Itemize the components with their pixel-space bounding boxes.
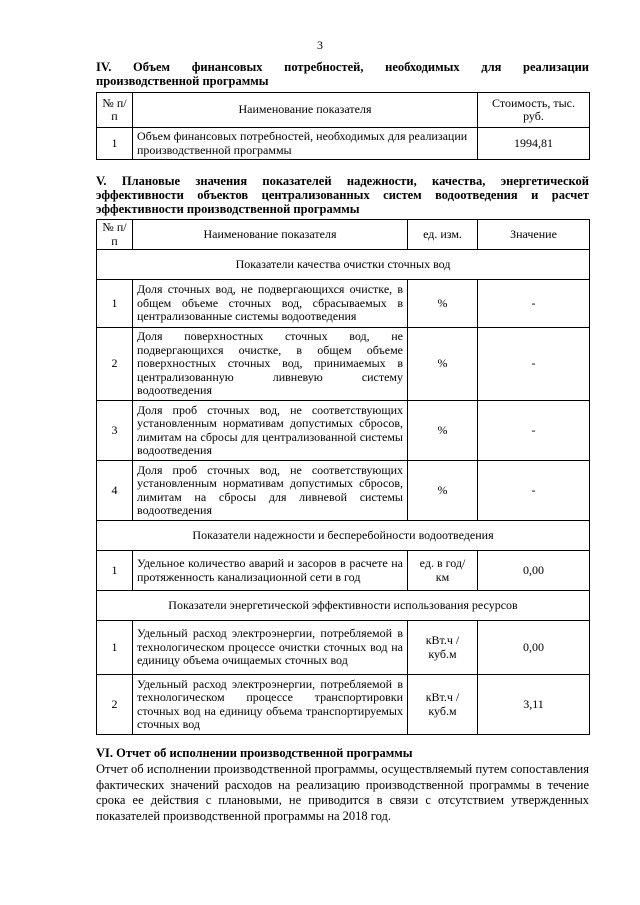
group-row-energy	[97, 591, 590, 621]
page-number: 3	[317, 38, 323, 52]
row-num: 3	[97, 401, 133, 461]
row-num: 1	[97, 128, 133, 160]
row-name: Доля поверхностных сточных вод, не подвергающихся очистке, в общем объеме поверхностных сточных вод, принимаемых в централизованную ливневую систему водоотведения	[133, 328, 408, 401]
row-value: -	[478, 401, 590, 461]
financial-needs-table	[96, 92, 590, 160]
row-unit: %	[408, 401, 478, 461]
table-row	[97, 675, 590, 735]
group-title: Показатели энергетической эффективности использования ресурсов	[97, 591, 590, 621]
header-value: Значение	[478, 220, 590, 250]
section5-title	[96, 174, 589, 216]
table-row	[97, 328, 590, 401]
table-row	[97, 128, 590, 160]
row-unit: %	[408, 280, 478, 328]
row-value: 0,00	[478, 621, 590, 675]
table-header-row	[97, 220, 590, 250]
row-num: 2	[97, 328, 133, 401]
section4-title	[96, 60, 589, 88]
group-title: Показатели качества очистки сточных вод	[97, 250, 590, 280]
section5-title-line3: эффективности производственной программы	[96, 202, 360, 216]
row-name: Удельный расход электроэнергии, потребляемой в технологическом процессе транспортировки сточных вод на единицу объема транспортируемых сточных вод	[133, 675, 408, 735]
header-num: № п/п	[97, 93, 133, 128]
row-unit: ед. в год/ км	[408, 551, 478, 591]
row-value: -	[478, 280, 590, 328]
table-row	[97, 401, 590, 461]
group-title: Показатели надежности и бесперебойности водоотведения	[97, 521, 590, 551]
row-value: 1994,81	[478, 128, 590, 160]
row-name: Доля проб сточных вод, не соответствующих установленным нормативам допустимых сбросов, лимитам на сбросы для ливневой системы водоотведения	[133, 461, 408, 521]
table-header-row	[97, 93, 590, 128]
row-unit: кВт.ч / куб.м	[408, 675, 478, 735]
table-row	[97, 280, 590, 328]
group-row-quality	[97, 250, 590, 280]
row-num: 1	[97, 621, 133, 675]
row-unit: кВт.ч / куб.м	[408, 621, 478, 675]
row-unit: %	[408, 461, 478, 521]
header-unit: ед. изм.	[408, 220, 478, 250]
header-cost: Стоимость, тыс. руб.	[478, 93, 590, 128]
row-value: 3,11	[478, 675, 590, 735]
row-name: Удельный расход электроэнергии, потребляемой в технологическом процессе очистки сточных вод на единицу объема очищаемых сточных вод	[133, 621, 408, 675]
header-name: Наименование показателя	[133, 220, 408, 250]
row-num: 2	[97, 675, 133, 735]
section6-title: VI. Отчет об исполнении производственной программы	[96, 746, 413, 760]
row-name: Доля проб сточных вод, не соответствующих установленным нормативам допустимых сбросов, лимитам на сбросы для централизованной системы водоотведения	[133, 401, 408, 461]
row-name: Доля сточных вод, не подвергающихся очистке, в общем объеме сточных вод, сбрасываемых в централизованные системы водоотведения	[133, 280, 408, 328]
header-num: № п/п	[97, 220, 133, 250]
header-name: Наименование показателя	[133, 93, 478, 128]
row-name: Объем финансовых потребностей, необходимых для реализации производственной программы	[133, 128, 478, 160]
section5-title-line2: эффективности объектов централизованных систем водоотведения и расчет	[96, 188, 589, 202]
section4-title-line1: IV. Объем финансовых потребностей, необходимых для реализации	[96, 60, 589, 74]
section5-title-line1: V. Плановые значения показателей надежности, качества, энергетической	[96, 174, 589, 188]
table-row	[97, 621, 590, 675]
row-num: 1	[97, 551, 133, 591]
table-row	[97, 551, 590, 591]
table-row	[97, 461, 590, 521]
row-value: -	[478, 461, 590, 521]
indicators-table	[96, 219, 590, 735]
row-value: 0,00	[478, 551, 590, 591]
section6-paragraph: Отчет об исполнении производственной программы, осуществляемый путем сопоставления фактических значений расходов на реализацию производственной программы в течение срока ее действия с плановыми, не приводится в связи с отсутствием утвержденных показателей производственной программы на 2018 год.	[96, 762, 589, 823]
row-name: Удельное количество аварий и засоров в расчете на протяженность канализационной сети в год	[133, 551, 408, 591]
row-unit: %	[408, 328, 478, 401]
row-num: 1	[97, 280, 133, 328]
row-value: -	[478, 328, 590, 401]
row-num: 4	[97, 461, 133, 521]
group-row-reliability	[97, 521, 590, 551]
section4-title-line2: производственной программы	[96, 74, 269, 88]
